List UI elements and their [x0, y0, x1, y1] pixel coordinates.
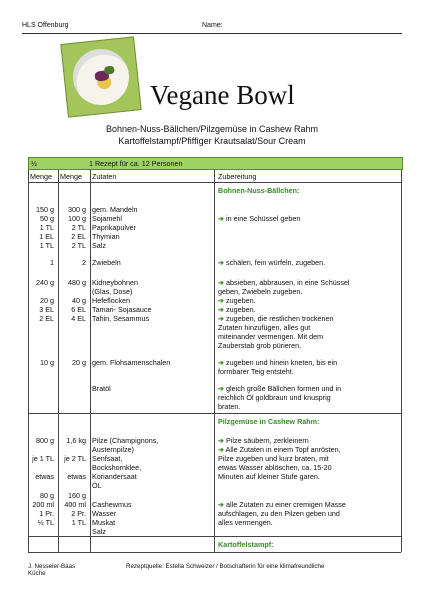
step: zugeben und hinein kneten, bis ein formbarer Teig entsteht. — [218, 358, 338, 377]
step: gleich große Bällchen formen und in reichlich Öl goldbraun und knusprig braten. — [218, 384, 342, 412]
ingredients: gem. Flohsamenschalen — [92, 358, 171, 367]
qty-half: 800 g je 1 TL etwas 80 g 200 ml 1 Pr. ½ TL — [32, 436, 54, 527]
step: schälen, fein würfeln, zugeben. — [226, 258, 326, 267]
section-title-balls: Bohnen-Nuss-Bällchen: — [218, 186, 300, 195]
col-menge-1: Menge — [30, 172, 52, 181]
bowl-photo — [60, 36, 141, 117]
qty-half: 1 — [50, 258, 54, 267]
arrow-right-icon: ➔ — [218, 278, 225, 287]
ingredients: Bratöl — [92, 384, 111, 393]
step: Pilze säubern, zerkleinern — [226, 436, 309, 445]
qty-full: 20 g — [72, 358, 86, 367]
arrow-right-icon: ➔ — [218, 296, 225, 305]
half-label: ½ — [31, 159, 37, 168]
arrow-right-icon: ➔ — [218, 258, 225, 267]
step: zugeben. — [226, 296, 256, 305]
grid-line — [401, 170, 402, 552]
grid-line — [28, 170, 29, 552]
col-menge-2: Menge — [60, 172, 82, 181]
arrow-right-icon: ➔ — [218, 358, 225, 367]
ingredients: Kidneybohnen (Glas, Dose) Hefeflocken Tamari- Sojasauce Tahin, Sesammus — [92, 278, 152, 324]
subtitle-line-2: Kartoffelstampf/Pfiffiger Krautsalat/Sour Cream — [118, 136, 306, 146]
qty-half: 150 g 50 g 1 TL 1 EL 1 TL — [36, 205, 54, 251]
footer-author: J. Nesseler-Baas Küche — [28, 563, 76, 577]
arrow-right-icon: ➔ — [218, 314, 225, 323]
step: alle Zutaten zu einer cremigen Masse aufschlagen, zu den Pilzen geben und alles vermengen. — [218, 500, 346, 528]
arrow-right-icon: ➔ — [218, 436, 225, 445]
step: in eine Schüssel geben — [226, 214, 301, 223]
ingredients: Pilze (Champignons, Austernpilze) Senfsaat, Bockshornklee, Koriandersaat ÖL Cashewmus Wasser Muskat Salz — [92, 436, 159, 536]
section-title-potato: Kartoffelstampf: — [218, 540, 274, 549]
recipe-title: Vegane Bowl — [150, 80, 295, 110]
grid-line — [90, 170, 91, 552]
portion-label: 1 Rezept für ca. 12 Personen — [89, 159, 183, 168]
name-label: Name: — [202, 22, 223, 29]
grid-line — [28, 552, 401, 553]
arrow-right-icon: ➔ — [218, 445, 225, 454]
col-zubereitung: Zubereitung — [218, 172, 257, 181]
subtitle-line-1: Bohnen-Nuss-Bällchen/Pilzgemüse in Cashew Rahm — [105, 124, 319, 134]
qty-half: 240 g 20 g 3 EL 2 EL — [36, 278, 54, 324]
footer-source: Rezeptquelle: Estella Schweizer / Botschafterin für eine klimafreundliche — [126, 563, 325, 570]
step: zugeben, die restlichen trockenen Zutaten hinzufügen, alles gut miteinander vermengen. Mit dem Zauberstab grob pürieren. — [218, 314, 334, 351]
step: zugeben. — [226, 305, 256, 314]
step: Alle Zutaten in einem Topf anrösten, Pilze zugeben und kurz braten, mit etwas Wasser ablöschen, ca. 15-20 Minuten auf kleiner Stufe garen. — [218, 445, 341, 482]
school-name: HLS Offenburg — [22, 22, 69, 29]
ingredients: gem. Mandeln Sojamehl Paprikapulver Thymian Salz — [92, 205, 138, 251]
grid-line — [214, 170, 215, 552]
qty-half: 10 g — [40, 358, 54, 367]
arrow-right-icon: ➔ — [218, 384, 225, 393]
arrow-right-icon: ➔ — [218, 500, 225, 509]
qty-full: 480 g 40 g 6 EL 4 EL — [68, 278, 86, 324]
section-title-mushrooms: Pilzgemüse in Cashew Rahm: — [218, 417, 320, 426]
arrow-right-icon: ➔ — [218, 214, 225, 223]
qty-full: 2 — [82, 258, 86, 267]
qty-full: 1,6 kg je 2 TL etwas 160 g 400 ml 2 Pr. 1 TL — [64, 436, 86, 527]
qty-full: 300 g 100 g 2 TL 2 EL 2 TL — [68, 205, 86, 251]
col-zutaten: Zutaten — [92, 172, 117, 181]
arrow-right-icon: ➔ — [218, 305, 225, 314]
grid-line — [58, 170, 59, 552]
ingredients: Zwiebeln — [92, 258, 121, 267]
portion-band — [28, 157, 403, 170]
step: absieben, abbrausen, in eine Schüssel geben, Zwiebeln zugeben. — [218, 278, 350, 297]
header-divider — [22, 33, 402, 34]
